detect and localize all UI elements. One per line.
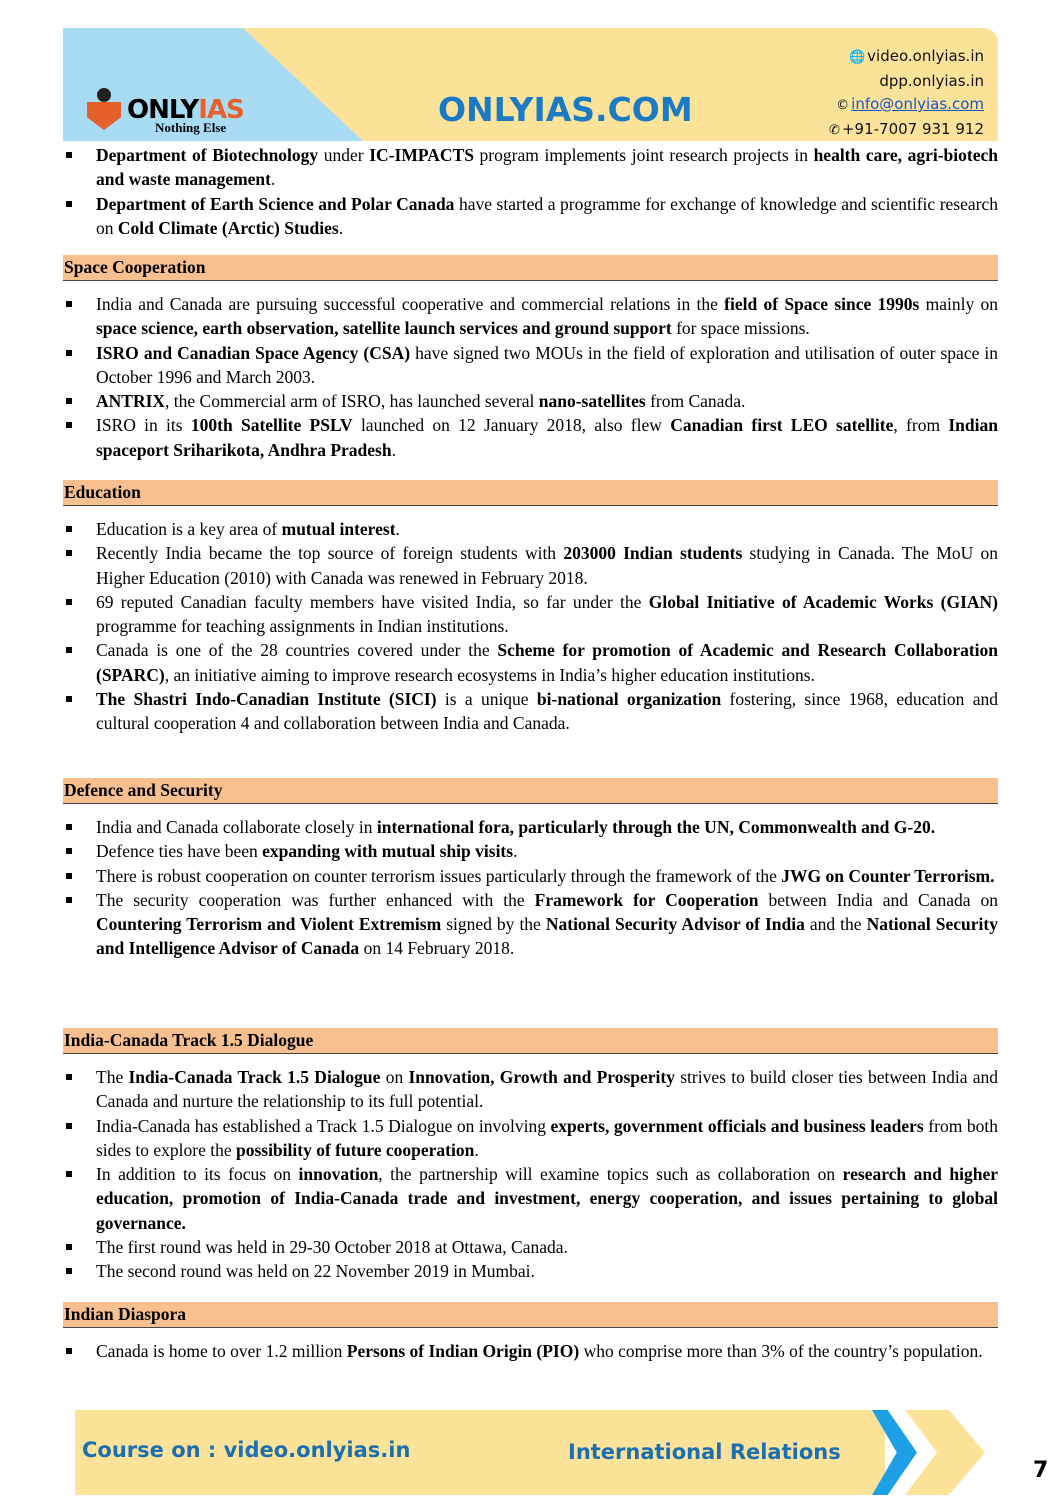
logo-tagline: Nothing Else	[155, 120, 227, 135]
phone-number: +91-7007 931 912	[841, 119, 984, 138]
bullet-list	[63, 517, 998, 736]
text: India and Canada collaborate closely in	[96, 817, 377, 837]
text: .	[391, 439, 396, 460]
list-item	[63, 590, 998, 639]
section-heading: Defence and Security	[63, 778, 998, 804]
list-item	[63, 839, 998, 863]
list-item	[63, 517, 998, 541]
text: , the partnership will examine topics such as collaboration on	[378, 1164, 843, 1185]
onlyias-logo: ONLYIAS Nothing Else	[85, 88, 244, 132]
list-item	[63, 1162, 998, 1235]
text: have signed two MOUs in the field of exploration and utilisation of outer space in October 1996 and March 2003.	[96, 342, 999, 387]
contact-info	[829, 45, 984, 141]
bullet-list	[63, 1339, 998, 1363]
list-item	[63, 638, 998, 687]
text: .	[395, 519, 400, 539]
text: In addition to its focus on	[96, 1164, 299, 1185]
text: , from	[893, 415, 949, 436]
text: strives to build closer ties between India and Canada and nurture the relationship to its full potential.	[96, 1067, 999, 1112]
text: India and Canada are pursuing successful cooperative and commercial relations in the	[96, 294, 725, 314]
text: 69 reputed Canadian faculty members have visited India, so far under the	[96, 591, 649, 612]
text: on	[380, 1067, 409, 1087]
bold-text: Countering Terrorism and Violent Extremism	[96, 914, 442, 935]
list-item	[63, 1114, 998, 1163]
bold-text: Canadian first LEO satellite	[670, 415, 894, 436]
email-icon: ©	[836, 98, 850, 113]
list-item	[63, 888, 998, 961]
bold-text: ANTRIX	[96, 391, 166, 412]
list-item	[63, 1235, 998, 1259]
text: Recently India became the top source of foreign students with	[96, 543, 564, 564]
text: , an initiative aiming to improve research ecosystems in India’s higher education institutions.	[164, 664, 815, 685]
bold-text: 203000 Indian students	[563, 543, 743, 564]
brand-title: ONLYIAS.COM	[438, 90, 693, 129]
bold-text: expanding with mutual ship visits	[262, 841, 514, 862]
dpp-link[interactable]: dpp.onlyias.in	[879, 71, 984, 90]
bold-text: experts, government officials and business leaders	[550, 1115, 924, 1136]
bold-text: Scheme for promotion of Academic and Research Collaboration (SPARC)	[96, 640, 999, 685]
list-item	[63, 192, 998, 241]
text: Education is a key area of	[96, 519, 282, 539]
list-item	[63, 1065, 998, 1114]
footer-subject: International Relations	[568, 1440, 841, 1464]
bold-text: Cold Climate (Arctic) Studies	[117, 217, 339, 238]
text: .	[513, 841, 518, 862]
list-item	[63, 864, 998, 888]
text: who comprise more than 3% of the country’s population.	[579, 1341, 983, 1361]
text: launched on 12 January 2018, also flew	[352, 415, 671, 436]
text: The security cooperation was further enhanced with the	[96, 889, 535, 910]
section-heading: Indian Diaspora	[63, 1302, 998, 1328]
bullet-list	[63, 292, 998, 462]
text: Canada is home to over 1.2 million	[96, 1341, 347, 1361]
text: ISRO in its	[96, 415, 191, 436]
text: The	[96, 1067, 129, 1087]
text: studying in Canada. The MoU on Higher Education (2010) with Canada was renewed in February 2018.	[96, 543, 998, 588]
section-heading: India-Canada Track 1.5 Dialogue	[63, 1028, 998, 1054]
text: .	[271, 169, 276, 190]
page-header	[63, 28, 998, 141]
section	[63, 1302, 998, 1363]
bold-text: IC-IMPACTS	[369, 145, 474, 165]
bold-text: field of Space since 1990s	[724, 294, 920, 314]
section	[63, 1028, 998, 1284]
bold-text: innovation	[298, 1164, 379, 1185]
globe-icon: 🌐	[848, 50, 866, 65]
text: program implements joint research projects in	[473, 145, 814, 165]
section	[63, 480, 998, 736]
section	[63, 255, 998, 462]
list-item	[63, 1339, 998, 1363]
phone-icon: ✆	[829, 122, 840, 138]
text: , the Commercial arm of ISRO, has launched several	[165, 391, 539, 412]
bold-text: National Security and Intelligence Advisor of Canada	[96, 914, 998, 959]
bold-text: Department of Earth Science and Polar Canada	[96, 193, 455, 214]
bold-text: nano-satellites	[538, 391, 646, 412]
bold-text: The Shastri Indo-Canadian Institute (SICI)	[96, 689, 437, 710]
bold-text: international fora, particularly through the UN, Commonwealth and G-20.	[376, 817, 936, 837]
bullet-list	[63, 143, 998, 240]
list-item	[63, 687, 998, 736]
footer-course-link[interactable]: Course on : video.onlyias.in	[82, 1438, 411, 1462]
section	[63, 778, 998, 961]
text: from Canada.	[645, 391, 746, 412]
text: on 14 February 2018.	[359, 938, 515, 959]
bold-text: 100th Satellite PSLV	[190, 415, 353, 436]
bold-text: health care, agri-biotech and waste management	[96, 145, 998, 190]
bold-text: Persons of Indian Origin (PIO)	[346, 1341, 580, 1361]
bold-text: India-Canada Track 1.5 Dialogue	[128, 1067, 381, 1087]
bold-text: Framework for Cooperation	[534, 889, 759, 910]
bold-text: Indian spaceport Sriharikota, Andhra Pradesh	[96, 415, 998, 460]
list-item	[63, 143, 998, 192]
text: .	[474, 1139, 479, 1160]
list-item	[63, 389, 998, 413]
list-item	[63, 413, 998, 462]
text: There is robust cooperation on counter terrorism issues particularly through the framework of the	[96, 865, 782, 886]
list-item	[63, 541, 998, 590]
text: is a unique	[436, 689, 537, 710]
list-item	[63, 815, 998, 839]
page-number: 7	[1033, 1458, 1049, 1483]
text: Canada is one of the 28 countries covered under the	[96, 640, 498, 661]
text: Defence ties have been	[96, 841, 263, 862]
intro-block	[63, 143, 998, 240]
list-item	[63, 292, 998, 341]
text: The second round was held on 22 November 2019 in Mumbai.	[96, 1261, 535, 1282]
list-item	[63, 341, 998, 390]
email-link[interactable]: info@onlyias.com	[851, 95, 984, 113]
bold-text: bi-national organization	[536, 689, 722, 710]
text: India-Canada has established a Track 1.5 Dialogue on involving	[96, 1115, 551, 1136]
text: fostering, since 1968, education and cultural cooperation 4 and collaboration between India and Canada.	[96, 689, 998, 734]
chevron-decoration	[905, 1410, 985, 1495]
bold-text: mutual interest	[281, 519, 396, 539]
bold-text: Global Initiative of Academic Works (GIAN)	[648, 591, 998, 612]
text: and the	[804, 914, 867, 935]
text: mainly on	[919, 294, 998, 314]
text: from both sides to explore the	[96, 1115, 998, 1160]
bold-text: National Security Advisor of India	[545, 914, 805, 935]
text: signed by the	[441, 914, 546, 935]
text: under	[318, 145, 370, 165]
section-heading: Education	[63, 480, 998, 506]
website-link[interactable]: video.onlyias.in	[867, 47, 984, 65]
text: have started a programme for exchange of knowledge and scientific research on	[96, 193, 998, 238]
text: for space missions.	[671, 318, 810, 339]
bold-text: space science, earth observation, satellite launch services and ground support	[96, 318, 672, 339]
bold-text: possibility of future cooperation	[235, 1139, 475, 1160]
bold-text: JWG on Counter Terrorism.	[781, 865, 995, 886]
text: The first round was held in 29-30 October 2018 at Ottawa, Canada.	[96, 1237, 568, 1258]
text: programme for teaching assignments in Indian institutions.	[96, 616, 509, 637]
section-heading: Space Cooperation	[63, 255, 998, 281]
bold-text: research and higher education, promotion of India-Canada trade and investment, energy cooperation, and issues pertaining to global governance.	[96, 1164, 999, 1233]
bullet-list	[63, 815, 998, 961]
text: between India and Canada on	[758, 889, 998, 910]
list-item	[63, 1259, 998, 1283]
bold-text: ISRO and Canadian Space Agency (CSA)	[96, 342, 411, 363]
bold-text: Innovation, Growth and Prosperity	[408, 1067, 675, 1087]
bold-text: Department of Biotechnology	[96, 145, 319, 165]
logo-person-icon	[85, 88, 123, 132]
bullet-list	[63, 1065, 998, 1284]
text: .	[338, 217, 344, 238]
